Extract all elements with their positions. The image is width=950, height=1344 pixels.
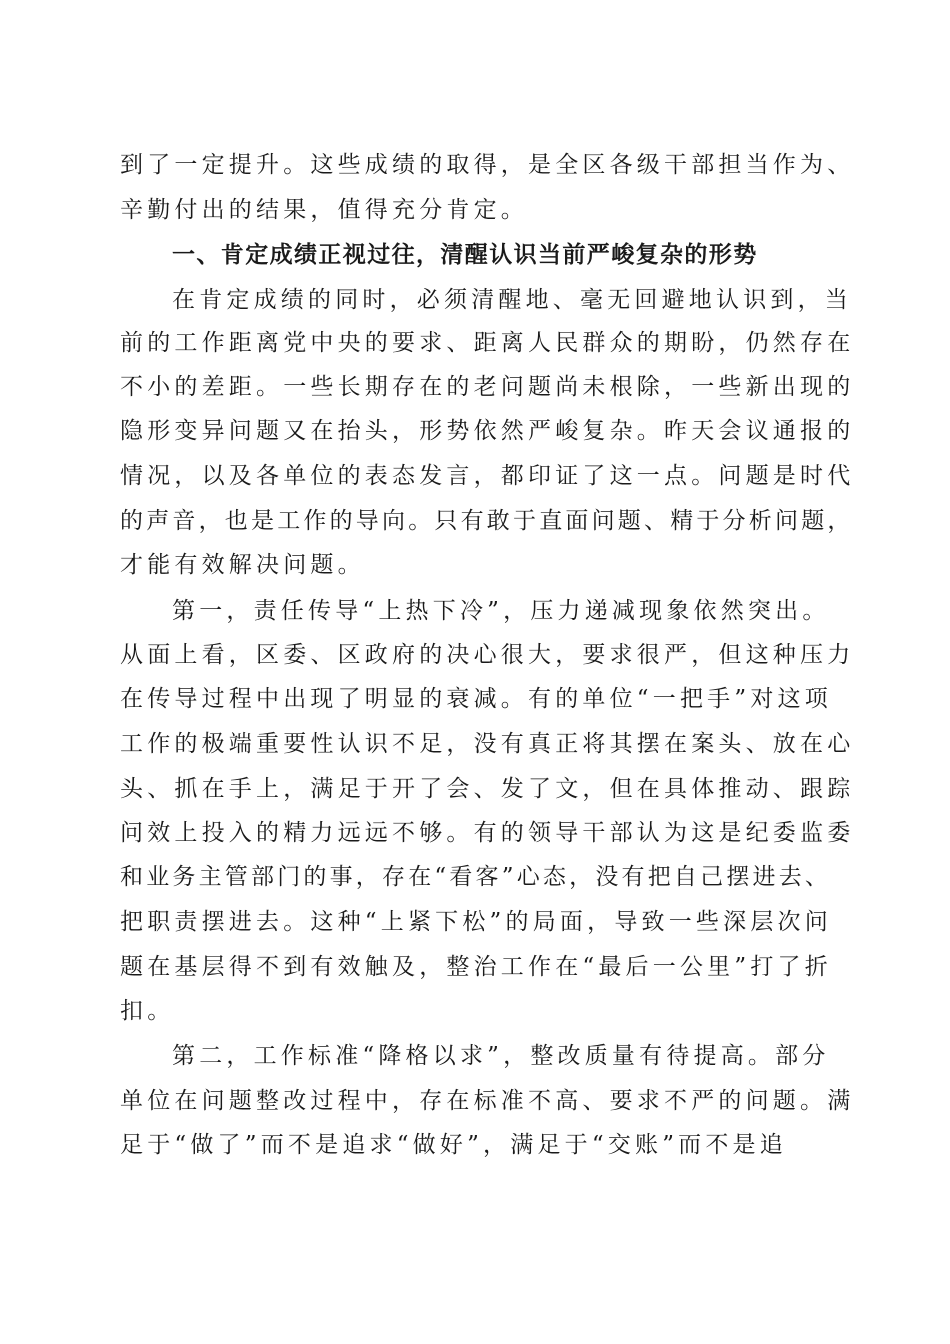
paragraph-line: 的声音，也是工作的导向。只有敢于直面问题、精于分析问题，: [120, 508, 854, 534]
paragraph-line: 才能有效解决问题。: [120, 552, 365, 578]
paragraph-line: 隐形变异问题又在抬头，形势依然严峻复杂。昨天会议通报的: [120, 418, 855, 444]
paragraph-line: 足于“做了”而不是追求“做好”，满足于“交账”而不是追: [120, 1132, 787, 1158]
paragraph-line: 把职责摆进去。这种“上紧下松”的局面，导致一些深层次问: [120, 909, 832, 935]
paragraph-line: 辛勤付出的结果，值得充分肯定。: [120, 197, 528, 223]
paragraph-line: 和业务主管部门的事，存在“看客”心态，没有把自己摆进去、: [120, 864, 832, 890]
paragraph-line: 第二，工作标准“降格以求”，整改质量有待提高。部分: [172, 1043, 830, 1069]
paragraph-line: 扣。: [120, 998, 175, 1024]
paragraph-line: 工作的极端重要性认识不足，没有真正将其摆在案头、放在心: [120, 731, 855, 757]
paragraph-line: 第一，责任传导“上热下冷”，压力递减现象依然突出。: [172, 598, 830, 624]
paragraph-line: 问效上投入的精力远远不够。有的领导干部认为这是纪委监委: [120, 820, 855, 846]
paragraph-line: 在传导过程中出现了明显的衰减。有的单位“一把手”对这项: [120, 686, 832, 712]
paragraph-line: 前的工作距离党中央的要求、距离人民群众的期盼，仍然存在: [120, 330, 855, 356]
paragraph-line: 不小的差距。一些长期存在的老问题尚未根除，一些新出现的: [120, 374, 855, 400]
paragraph-line: 到了一定提升。这些成绩的取得，是全区各级干部担当作为、: [120, 152, 855, 178]
paragraph-line: 情况，以及各单位的表态发言，都印证了这一点。问题是时代: [120, 463, 855, 489]
paragraph-line: 从面上看，区委、区政府的决心很大，要求很严，但这种压力: [120, 642, 855, 668]
section-heading: 一、肯定成绩正视过往，清醒认识当前严峻复杂的形势: [172, 242, 758, 268]
paragraph-line: 在肯定成绩的同时，必须清醒地、毫无回避地认识到，当: [172, 287, 852, 313]
paragraph-line: 头、抓在手上，满足于开了会、发了文，但在具体推动、跟踪: [120, 776, 855, 802]
paragraph-line: 单位在问题整改过程中，存在标准不高、要求不严的问题。满: [120, 1088, 855, 1114]
paragraph-line: 题在基层得不到有效触及，整治工作在“最后一公里”打了折: [120, 954, 832, 980]
